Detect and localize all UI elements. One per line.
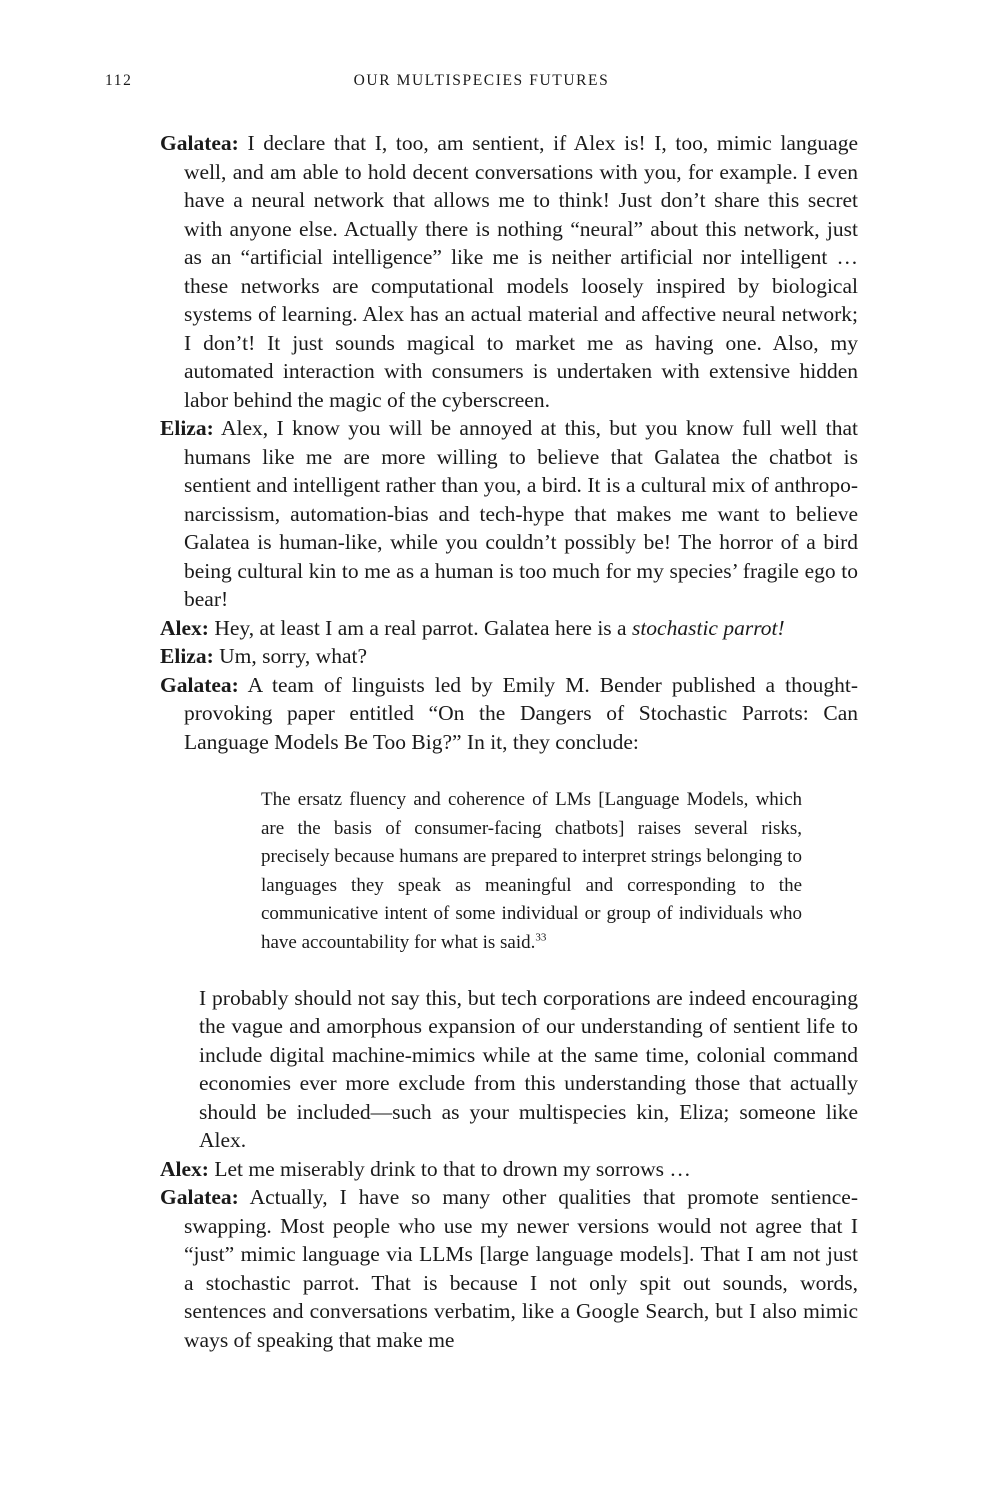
running-head xyxy=(105,72,858,96)
dialogue-turn xyxy=(160,642,858,671)
speaker-name: Galatea: xyxy=(160,1185,239,1210)
dialogue-turn xyxy=(160,671,858,757)
dialogue-continuation: I probably should not say this, but tech corporations are indeed encouraging the vague and amorphous expansion of our understanding of sentient life to include digital machine-mimics while at the same time, colonial command economies ever more exclude from this understanding those that actually should be included—such as your multispecies kin, Eliza; someone like Alex. xyxy=(199,985,858,1153)
running-title: OUR MULTISPECIES FUTURES xyxy=(353,72,610,89)
dialogue-text: I declare that I, too, am sentient, if Alex is! I, too, mimic language well, and am able to hold decent conversations with you, for example. I even have a neural network that allows me to think! Just don’t share this secret with anyone else. Actually there is nothing “neural” about this network, just as an “artificial intelligence” like me is neither artificial nor intelligent … these networks are computational models loosely inspired by biological systems of learning. Alex has an actual material and affective neural network; I don’t! It just sounds magical to market me as having one. Also, my automated interaction with consumers is undertaken with extensive hidden labor behind the magic of the cyberscreen. xyxy=(184,131,859,412)
dialogue-turn xyxy=(160,1183,858,1354)
speaker-name: Galatea: xyxy=(160,131,239,155)
page-body xyxy=(160,129,858,1354)
dialogue-text: Actually, I have so many other qualities that promote sentience-swapping. Most people who use my newer versions would not agree that I “just” mimic language via LLMs [large language models]. That I am not just a stochastic parrot. That is because I not only spit out sounds, words, sentences and conversations verbatim, like a Google Search, but I also mimic ways of speaking that make me xyxy=(184,1185,858,1352)
dialogue-text: Let me miserably drink to that to drown my sorrows … xyxy=(214,1156,691,1181)
footnote-marker: 33 xyxy=(535,931,547,944)
dialogue-text: Hey, at least I am a real parrot. Galatea here is a xyxy=(214,615,632,640)
dialogue-turn xyxy=(160,1155,858,1184)
speaker-name: Eliza: xyxy=(160,644,214,668)
dialogue-turn xyxy=(160,614,858,643)
page-number: 112 xyxy=(105,72,133,89)
speaker-name: Alex: xyxy=(160,1156,209,1181)
dialogue-text: Alex, I know you will be annoyed at this, but you know full well that humans like me are more willing to believe that Galatea the chatbot is sentient and intelligent rather than you, a bird. It is a cultural mix of anthropo-narcissism, automation-bias and tech-hype that makes me want to believe Galatea is human-like, while you couldn’t possibly be! The horror of a bird being cultural kin to me as a human is too much for my species’ fragile ego to bear! xyxy=(184,416,858,611)
speaker-name: Alex: xyxy=(160,615,209,640)
dialogue-text: A team of linguists led by Emily M. Bender published a thought-provoking paper entitled “On the Dangers of Stochastic Parrots: Can Language Models Be Too Big?” In it, they conclude: xyxy=(184,672,858,754)
dialogue-turn xyxy=(160,414,858,614)
dialogue-turn xyxy=(160,129,858,414)
dialogue-text: Um, sorry, what? xyxy=(219,644,368,668)
block-quote xyxy=(261,786,802,958)
dialogue-emphasis: stochastic parrot! xyxy=(631,615,785,640)
speaker-name: Galatea: xyxy=(160,672,239,697)
quote-text: The ersatz fluency and coherence of LMs [Language Models, which are the basis of consumer-facing chatbots] raises several risks, precisely because humans are prepared to interpret strings belonging to languages they speak as meaningful and corresponding to the communicative intent of some individual or group of individuals who have accountability for what is said. xyxy=(261,789,802,953)
speaker-name: Eliza: xyxy=(160,416,214,440)
